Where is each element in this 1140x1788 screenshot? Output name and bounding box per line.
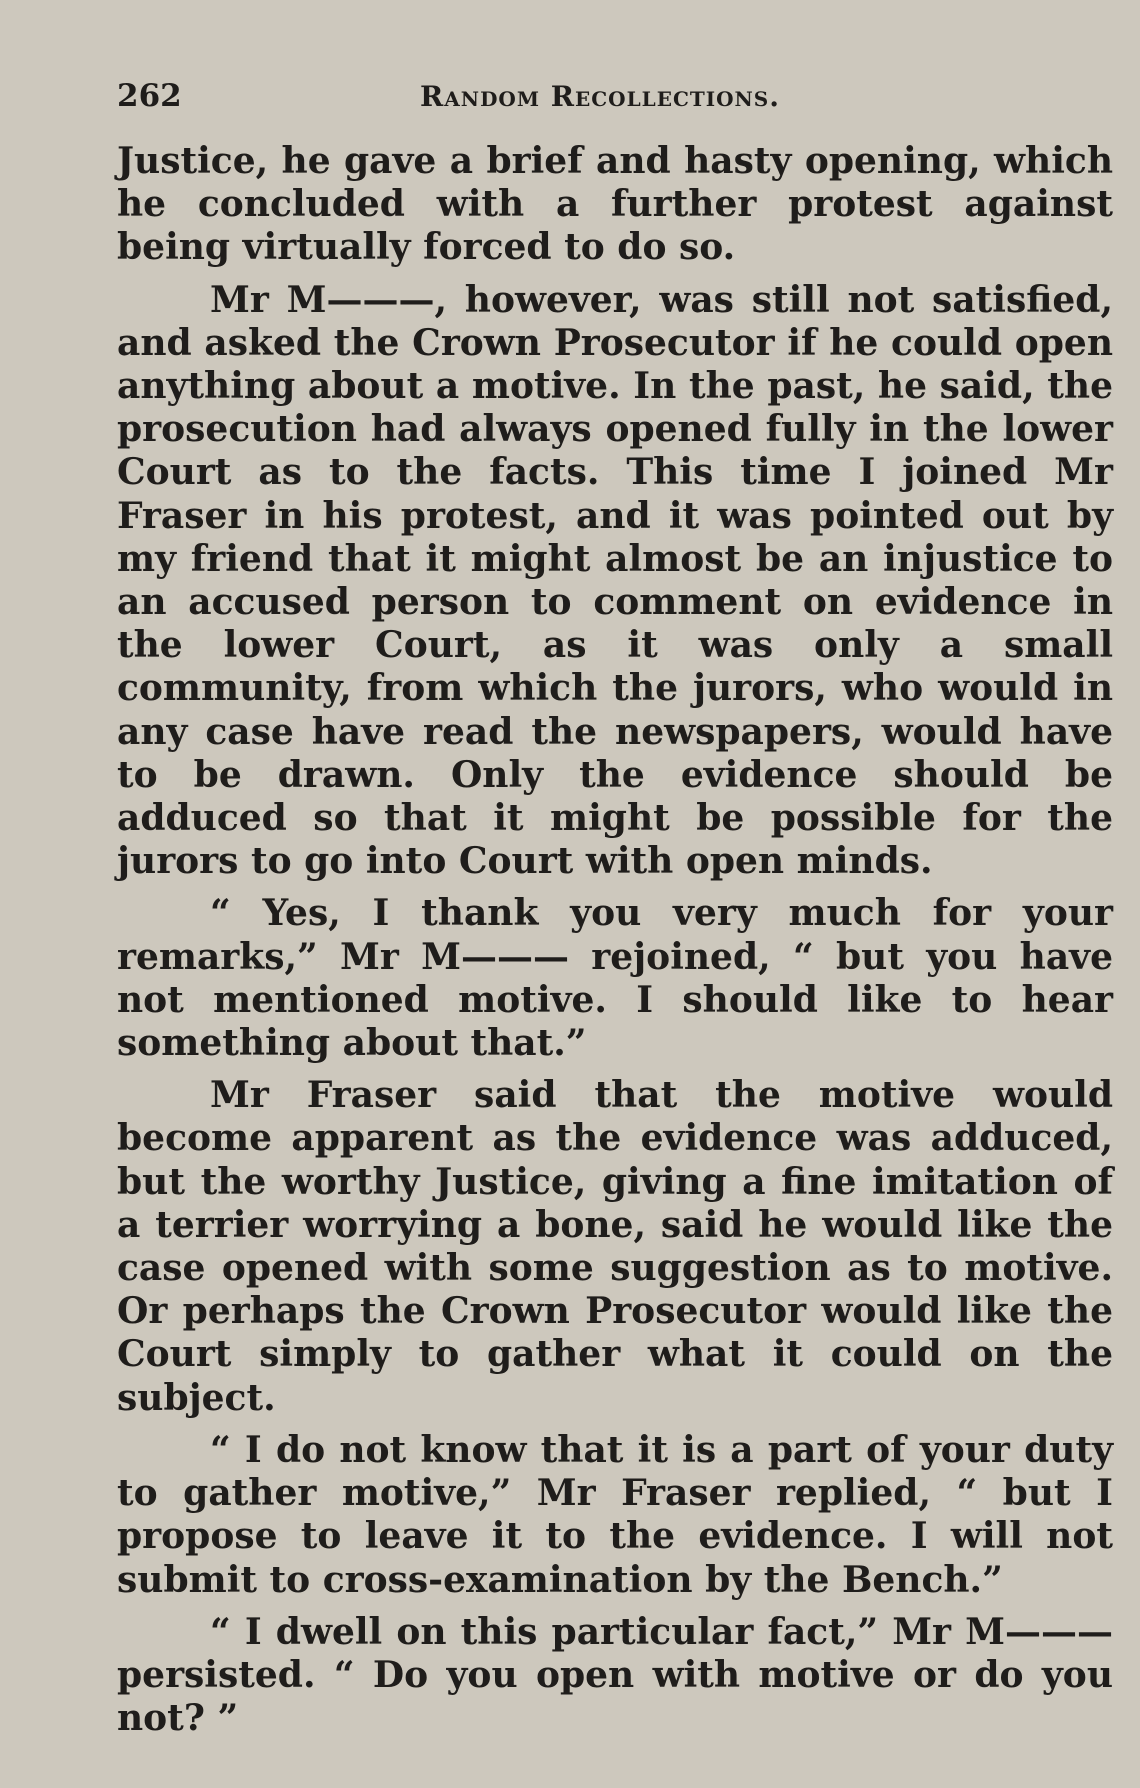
paragraph-4: Mr Fraser said that the motive would become apparent as the evidence was adduced, but the worthy Justice, giving a fine imitation of a terrier worrying a bone, said he would like the case opened with some suggestion as to motive. Or perhaps the Crown Prosecutor would like the Court simply to gather what it could on the subject. [117,1074,1113,1419]
running-head [117,78,1077,118]
paragraph-2: Mr M———, however, was still not satisfied, and asked the Crown Prosecutor if he could open anything about a motive. In the past, he said, the prosecution had always opened fully in the lower Court as to the facts. This time I joined Mr Fraser in his protest, and it was pointed out by my friend that it might almost be an injustice to an accused person to comment on evidence in the lower Court, as it was only a small community, from which the jurors, who would in any case have read the newspapers, would have to be drawn. Only the evidence should be adduced so that it might be possible for the jurors to go into Court with open minds. [117,278,1113,883]
paragraph-3: “ Yes, I thank you very much for your remarks,” Mr M——— rejoined, “ but you have not mentioned motive. I should like to hear something about that.” [117,892,1113,1065]
paragraph-6: “ I dwell on this particular fact,” Mr M——— persisted. “ Do you open with motive or do you not? ” [117,1610,1113,1740]
paragraph-5: “ I do not know that it is a part of your duty to gather motive,” Mr Fraser replied, “ but I propose to leave it to the evidence. I will not submit to cross-examination by the Bench.” [117,1428,1113,1601]
page-number: 262 [117,78,182,114]
running-title: Random Recollections. [420,80,780,113]
paragraph-1: Justice, he gave a brief and hasty opening, which he concluded with a further protest against being virtually forced to do so. [117,140,1113,269]
body-text [117,140,1113,1749]
